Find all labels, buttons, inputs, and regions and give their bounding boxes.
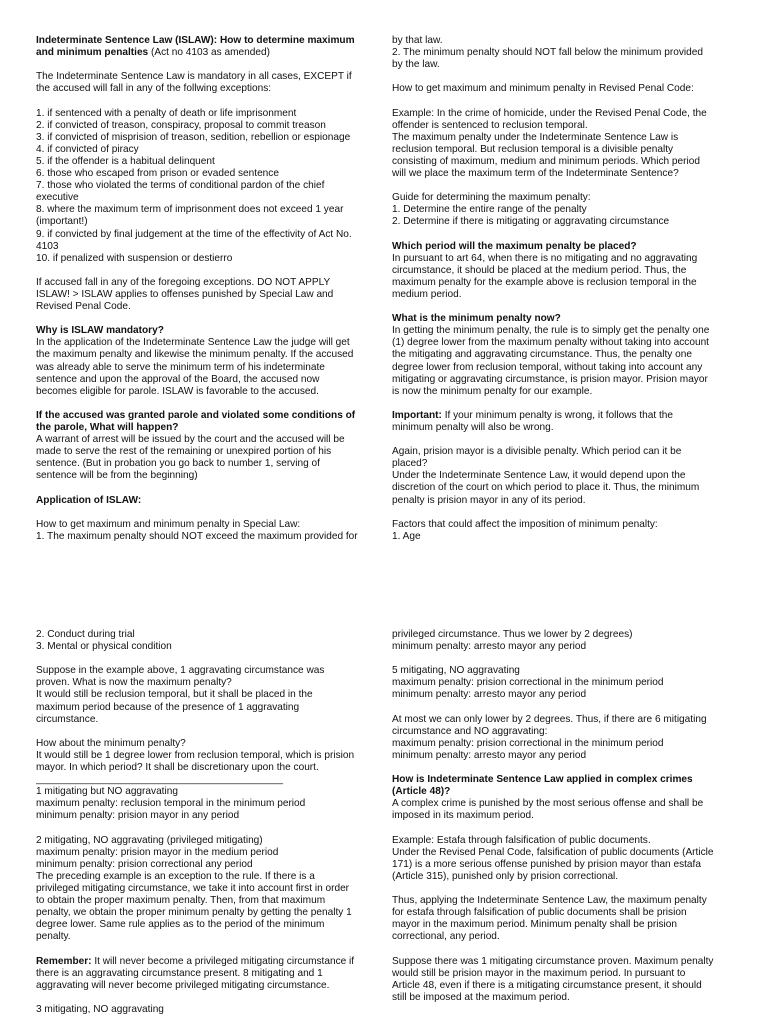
line-text: In getting the minimum penalty, the rule is to simply get the penalty one xyxy=(392,325,710,337)
text-line xyxy=(392,204,737,216)
line-text: would still be prision mayor in the maximum period. In pursuant to xyxy=(392,967,686,979)
line-text: ____________________________________________ xyxy=(36,774,284,786)
text-line xyxy=(392,192,737,204)
blank-line xyxy=(36,943,381,955)
text-line xyxy=(36,980,381,992)
blank-line xyxy=(392,702,737,714)
text-line xyxy=(36,883,381,895)
text-line xyxy=(36,192,381,204)
text-line xyxy=(36,531,381,543)
line-text: In the application of the Indeterminate Sentence Law the judge will get xyxy=(36,337,350,349)
line-text: The preceding example is an exception to the rule. If there is a xyxy=(36,870,315,882)
text-line xyxy=(392,968,737,980)
line-text: will we place the maximum term of the Indeterminate Sentence? xyxy=(392,168,679,180)
line-text: 7. those who violated the terms of conditional pardon of the chief xyxy=(36,180,325,192)
line-text: 3 mitigating, NO aggravating xyxy=(36,1003,164,1015)
line-text: 2. if convicted of treason, conspiracy, proposal to commit treason xyxy=(36,119,326,131)
blank-line xyxy=(36,726,381,738)
blank-line xyxy=(392,301,737,313)
line-text: executive xyxy=(36,192,79,204)
text-line xyxy=(36,689,381,701)
text-line xyxy=(36,132,381,144)
line-text: by the law. xyxy=(392,59,440,71)
text-line xyxy=(36,204,381,216)
blank-line xyxy=(36,265,381,277)
text-line xyxy=(392,726,737,738)
text-line xyxy=(392,470,737,482)
text-line xyxy=(36,446,381,458)
blank-line xyxy=(392,507,737,519)
blank-line xyxy=(392,95,737,107)
text-line xyxy=(392,750,737,762)
bold-text: If the accused was granted parole and violated some conditions of xyxy=(36,409,356,421)
line-text: offender is sentenced to reclusion temporal. xyxy=(392,119,588,131)
line-text: placed? xyxy=(392,458,428,470)
blank-line xyxy=(392,71,737,83)
text-line xyxy=(36,470,381,482)
line-text: sentence will be from the beginning) xyxy=(36,470,198,482)
text-line xyxy=(36,895,381,907)
line-text: Article 48, even if there is a mitigating circumstance present, it should xyxy=(392,979,702,991)
line-text: 4103 xyxy=(36,240,59,252)
text-line xyxy=(392,458,737,470)
line-text: 1. Determine the entire range of the penalty xyxy=(392,204,587,216)
line-text: (1) degree lower from the maximum penalty without taking into account xyxy=(392,337,709,349)
text-line xyxy=(392,895,737,907)
text-line xyxy=(36,750,381,762)
text-line xyxy=(392,738,737,750)
line-text: If accused fall in any of the foregoing exceptions. DO NOT APPLY xyxy=(36,276,331,288)
line-text: 6. those who escaped from prison or evaded sentence xyxy=(36,168,279,180)
text-line xyxy=(36,629,381,641)
line-text: aggravating will never become privileged mitigating circumstance. xyxy=(36,979,330,991)
heading-line xyxy=(36,35,381,47)
line-text: If your minimum penalty is wrong, it follows that the xyxy=(441,409,674,421)
line-text: 1. if sentenced with a penalty of death or life imprisonment xyxy=(36,107,297,119)
line-text: the maximum penalty and likewise the minimum penalty. If the accused xyxy=(36,349,354,361)
text-line xyxy=(392,253,737,265)
text-line xyxy=(392,931,737,943)
bold-text: Which period will the maximum penalty be placed? xyxy=(392,240,637,252)
text-line xyxy=(36,641,381,653)
text-line xyxy=(392,289,737,301)
bold-text: Remember: xyxy=(36,955,92,967)
line-text: 171) is a more serious offense punished by prision mayor than estafa xyxy=(392,858,701,870)
line-text: maximum penalty: prision mayor in the medium period xyxy=(36,846,279,858)
line-text: Suppose in the example above, 1 aggravating circumstance was xyxy=(36,665,325,677)
line-text: 2. Conduct during trial xyxy=(36,629,135,640)
text-line xyxy=(36,108,381,120)
text-line xyxy=(36,762,381,774)
line-text: Factors that could affect the imposition of minimum penalty: xyxy=(392,518,658,530)
blank-line xyxy=(36,823,381,835)
line-text: degree lower from reclusion temporal, without taking into account any xyxy=(392,361,703,373)
text-line xyxy=(36,931,381,943)
text-line xyxy=(36,362,381,374)
line-text: 10. if penalized with suspension or destierro xyxy=(36,252,233,264)
text-line xyxy=(392,629,737,641)
line-text: maximum penalty: prision correctional in the minimum period xyxy=(392,677,664,689)
line-text: sentence. (But in probation you go back to number 1, serving of xyxy=(36,458,320,470)
text-line xyxy=(36,859,381,871)
text-line xyxy=(392,156,737,168)
text-line xyxy=(392,992,737,1004)
line-text: to obtain the proper maximum penalty. Then, from that maximum xyxy=(36,895,326,907)
line-text: privileged circumstance. Thus we lower by 2 degrees) xyxy=(392,629,633,640)
line-text: minimum penalty will also be wrong. xyxy=(392,422,554,433)
text-line xyxy=(392,519,737,531)
line-text: the accused will fall in any of the follwing exceptions: xyxy=(36,83,272,95)
line-text: degree lower. Same rule applies as to the period of the minimum xyxy=(36,919,325,931)
bold-text: Application of ISLAW: xyxy=(36,494,142,506)
line-text: sentence and upon the approval of the Board, the accused now xyxy=(36,373,320,385)
text-line xyxy=(392,810,737,822)
text-line xyxy=(36,180,381,192)
line-text: The maximum penalty under the Indeterminate Sentence Law is xyxy=(392,131,679,143)
blank-line xyxy=(36,482,381,494)
line-text: maximum period because of the presence of 1 aggravating xyxy=(36,701,300,713)
line-text: How to get maximum and minimum penalty in Revised Penal Code: xyxy=(392,83,694,95)
text-line xyxy=(392,144,737,156)
line-text: 9. if convicted by final judgement at the time of the effectivity of Act No. xyxy=(36,228,352,240)
text-line xyxy=(392,835,737,847)
text-line xyxy=(392,168,737,180)
line-text: becomes eligible for parole. ISLAW is favorable to the accused. xyxy=(36,385,319,397)
line-text: Example: In the crime of homicide, under the Revised Penal Code, the xyxy=(392,107,707,119)
line-text: A warrant of arrest will be issued by the court and the accused will be xyxy=(36,434,345,446)
line-text: 2 mitigating, NO aggravating (privileged mitigating) xyxy=(36,834,263,846)
text-line xyxy=(392,59,737,71)
text-line xyxy=(36,216,381,228)
text-line xyxy=(36,665,381,677)
text-line xyxy=(392,482,737,494)
text-line xyxy=(36,907,381,919)
blank-line xyxy=(392,180,737,192)
line-text: Guide for determining the maximum penalty: xyxy=(392,192,591,204)
line-text: mitigating or aggravating circumstance, is prision mayor. Prision mayor xyxy=(392,373,708,385)
text-line xyxy=(392,349,737,361)
heading-line xyxy=(36,47,381,59)
blank-line xyxy=(36,507,381,519)
line-text: consisting of maximum, medium and minimum periods. Which period xyxy=(392,155,700,167)
bold-text: and minimum penalties xyxy=(36,47,149,59)
text-line xyxy=(36,714,381,726)
line-text: correctional, any period. xyxy=(392,931,500,943)
line-text: made to serve the rest of the remaining or unexpired portion of his xyxy=(36,446,332,458)
text-line xyxy=(36,702,381,714)
heading-line xyxy=(392,241,737,253)
text-line xyxy=(392,956,737,968)
text-line xyxy=(392,677,737,689)
line-text: In pursuant to art 64, when there is no mitigating and no aggravating xyxy=(392,252,698,264)
blank-line xyxy=(392,229,737,241)
heading-line xyxy=(392,774,737,786)
line-text: 5 mitigating, NO aggravating xyxy=(392,665,520,677)
line-text: Example: Estafa through falsification of public documents. xyxy=(392,834,651,846)
text-line xyxy=(392,641,737,653)
blank-line xyxy=(392,823,737,835)
line-text: was already able to serve the minimum term of his indeterminate xyxy=(36,361,325,373)
text-line xyxy=(36,83,381,95)
line-text: A complex crime is punished by the most serious offense and shall be xyxy=(392,798,704,810)
blank-line xyxy=(36,992,381,1004)
heading-line xyxy=(36,325,381,337)
text-line xyxy=(36,289,381,301)
line-text: proven. What is now the maximum penalty? xyxy=(36,677,232,689)
text-line xyxy=(392,919,737,931)
bold-text: Important: xyxy=(392,409,442,421)
text-line xyxy=(392,422,737,434)
bold-text: What is the minimum penalty now? xyxy=(392,313,561,325)
text-line xyxy=(36,434,381,446)
text-line xyxy=(36,968,381,980)
line-text: It would still be reclusion temporal, but it shall be placed in the xyxy=(36,689,313,701)
line-text: Under the Indeterminate Sentence Law, it would depend upon the xyxy=(392,470,686,482)
page2-left-column xyxy=(36,629,381,1016)
page-gap xyxy=(0,588,768,625)
line-text: Under the Revised Penal Code, falsification of public documents (Article xyxy=(392,846,714,858)
line-text: minimum penalty: arresto mayor any period xyxy=(392,689,587,701)
text-line xyxy=(36,229,381,241)
text-line xyxy=(36,337,381,349)
text-line xyxy=(36,786,381,798)
line-text: there is an aggravating circumstance present. 8 mitigating and 1 xyxy=(36,967,323,979)
line-text: 8. where the maximum term of imprisonment does not exceed 1 year xyxy=(36,204,344,216)
text-line xyxy=(392,374,737,386)
text-line xyxy=(36,458,381,470)
line-text: Revised Penal Code. xyxy=(36,301,131,313)
line-text: circumstance and NO aggravating: xyxy=(392,725,548,737)
text-line xyxy=(36,349,381,361)
text-line xyxy=(36,168,381,180)
line-text: minimum penalty: arresto mayor any period xyxy=(392,749,587,761)
text-line xyxy=(392,446,737,458)
bold-text: (Article 48)? xyxy=(392,786,451,798)
line-text: minimum penalty: prision correctional any period xyxy=(36,858,253,870)
text-line xyxy=(36,144,381,156)
line-text: by that law. xyxy=(392,35,443,46)
blank-line xyxy=(392,883,737,895)
text-line xyxy=(392,265,737,277)
blank-line xyxy=(36,95,381,107)
heading-line xyxy=(392,786,737,798)
line-text: (Article 315), punished only by prision correctional. xyxy=(392,870,619,882)
bold-text: Indeterminate Sentence Law (ISLAW): How to determine maximum xyxy=(36,35,355,46)
line-text: the mitigating and aggravating circumstance. Thus, the penalty one xyxy=(392,349,693,361)
text-line xyxy=(392,980,737,992)
line-text: How to get maximum and minimum penalty in Special Law: xyxy=(36,518,301,530)
page1-right-column xyxy=(392,35,737,543)
text-line xyxy=(36,374,381,386)
blank-line xyxy=(36,313,381,325)
text-line xyxy=(392,120,737,132)
line-text: (Act no 4103 as amended) xyxy=(148,47,270,59)
text-line xyxy=(36,71,381,83)
text-line xyxy=(36,241,381,253)
line-text: Suppose there was 1 mitigating circumstance proven. Maximum penalty xyxy=(392,955,714,967)
blank-line xyxy=(36,653,381,665)
line-text: mayor. In which period? It shall be discretionary upon the court. xyxy=(36,762,319,774)
blank-line xyxy=(392,434,737,446)
text-line xyxy=(392,216,737,228)
blank-line xyxy=(36,398,381,410)
text-line xyxy=(392,108,737,120)
line-text: 1. Age xyxy=(392,530,421,542)
text-line xyxy=(36,277,381,289)
text-line xyxy=(36,810,381,822)
line-text: maximum penalty: reclusion temporal in the minimum period xyxy=(36,798,306,810)
line-text: 3. Mental or physical condition xyxy=(36,641,172,653)
text-line xyxy=(392,83,737,95)
line-text: discretion of the court on which period to place it. Thus, the minimum xyxy=(392,482,700,494)
line-text: medium period. xyxy=(392,288,462,300)
line-text: Thus, applying the Indeterminate Sentence Law, the maximum penalty xyxy=(392,895,707,907)
line-text: minimum penalty: prision mayor in any period xyxy=(36,810,240,822)
text-line xyxy=(36,253,381,265)
line-text: circumstance, it should be placed at the medium period. Thus, the xyxy=(392,264,687,276)
line-text: At most we can only lower by 2 degrees. Thus, if there are 6 mitigating xyxy=(392,713,707,725)
text-line xyxy=(392,714,737,726)
line-text: It would still be 1 degree lower from reclusion temporal, which is prision xyxy=(36,749,355,761)
heading-line xyxy=(392,410,737,422)
bold-text: the parole, What will happen? xyxy=(36,422,179,433)
line-text: for estafa through falsification of public documents shall be prision xyxy=(392,907,687,919)
line-text: 3. if convicted of misprision of treason, sedition, rebellion or espionage xyxy=(36,131,351,143)
text-line xyxy=(36,798,381,810)
line-text: reclusion temporal. But reclusion temporal is a divisible penalty xyxy=(392,143,674,155)
line-text: It will never become a privileged mitigating circumstance if xyxy=(91,955,355,967)
text-line xyxy=(392,47,737,59)
blank-line xyxy=(392,653,737,665)
text-line xyxy=(392,798,737,810)
line-text: imposed in its maximum period. xyxy=(392,810,534,822)
heading-line xyxy=(36,422,381,434)
line-text: (important!) xyxy=(36,216,88,228)
text-line xyxy=(392,362,737,374)
blank-line xyxy=(392,762,737,774)
text-line xyxy=(36,835,381,847)
text-line xyxy=(36,519,381,531)
page1-left-column xyxy=(36,35,381,543)
text-line xyxy=(36,386,381,398)
text-line xyxy=(392,132,737,144)
text-line xyxy=(392,337,737,349)
line-text: 2. Determine if there is mitigating or aggravating circumstance xyxy=(392,216,670,228)
line-text: penalty. xyxy=(36,931,71,943)
line-text: 1 mitigating but NO aggravating xyxy=(36,786,178,798)
text-line xyxy=(392,35,737,47)
line-text: 1. The maximum penalty should NOT exceed the maximum provided for xyxy=(36,530,358,542)
text-line xyxy=(36,738,381,750)
page2-right-column xyxy=(392,629,737,1004)
line-text: maximum penalty for the example above is reclusion temporal in the xyxy=(392,276,697,288)
line-text: 4. if convicted of piracy xyxy=(36,143,139,155)
heading-line xyxy=(36,495,381,507)
text-line xyxy=(36,120,381,132)
text-line xyxy=(392,531,737,543)
line-text: 5. if the offender is a habitual delinquent xyxy=(36,155,215,167)
text-line xyxy=(392,847,737,859)
text-line xyxy=(36,774,381,786)
line-text: The Indeterminate Sentence Law is mandatory in all cases, EXCEPT if xyxy=(36,71,352,83)
text-line xyxy=(36,156,381,168)
text-line xyxy=(392,871,737,883)
text-line xyxy=(392,325,737,337)
line-text: privileged mitigating circumstance, we take it into account first in order xyxy=(36,882,350,894)
text-line xyxy=(36,847,381,859)
line-text: ISLAW! > ISLAW applies to offenses punished by Special Law and xyxy=(36,288,334,300)
text-line xyxy=(392,689,737,701)
heading-line xyxy=(36,410,381,422)
line-text: mayor in the maximum period. Minimum penalty shall be prision xyxy=(392,919,677,931)
text-line xyxy=(36,919,381,931)
text-line xyxy=(392,859,737,871)
text-line xyxy=(36,1004,381,1016)
line-text: circumstance. xyxy=(36,713,99,725)
line-text: still be imposed at the maximum period. xyxy=(392,991,570,1003)
bold-text: How is Indeterminate Sentence Law applied in complex crimes xyxy=(392,774,693,786)
text-line xyxy=(392,277,737,289)
line-text: maximum penalty: prision correctional in the minimum period xyxy=(392,737,664,749)
heading-line xyxy=(392,313,737,325)
line-text: minimum penalty: arresto mayor any period xyxy=(392,641,587,653)
text-line xyxy=(36,677,381,689)
blank-line xyxy=(36,59,381,71)
line-text: penalty, we obtain the proper minimum penalty by getting the penalty 1 xyxy=(36,907,352,919)
line-text: is now the minimum penalty for our example. xyxy=(392,385,593,397)
text-line xyxy=(392,386,737,398)
text-line xyxy=(36,871,381,883)
bold-text: Why is ISLAW mandatory? xyxy=(36,325,164,337)
blank-line xyxy=(392,398,737,410)
line-text: 2. The minimum penalty should NOT fall below the minimum provided xyxy=(392,47,703,59)
heading-line xyxy=(36,956,381,968)
text-line xyxy=(36,301,381,313)
text-line xyxy=(392,665,737,677)
line-text: penalty is prision mayor in any of its period. xyxy=(392,494,586,506)
text-line xyxy=(392,907,737,919)
text-line xyxy=(392,495,737,507)
line-text: How about the minimum penalty? xyxy=(36,737,186,749)
line-text: Again, prision mayor is a divisible penalty. Which period can it be xyxy=(392,446,682,458)
blank-line xyxy=(392,943,737,955)
